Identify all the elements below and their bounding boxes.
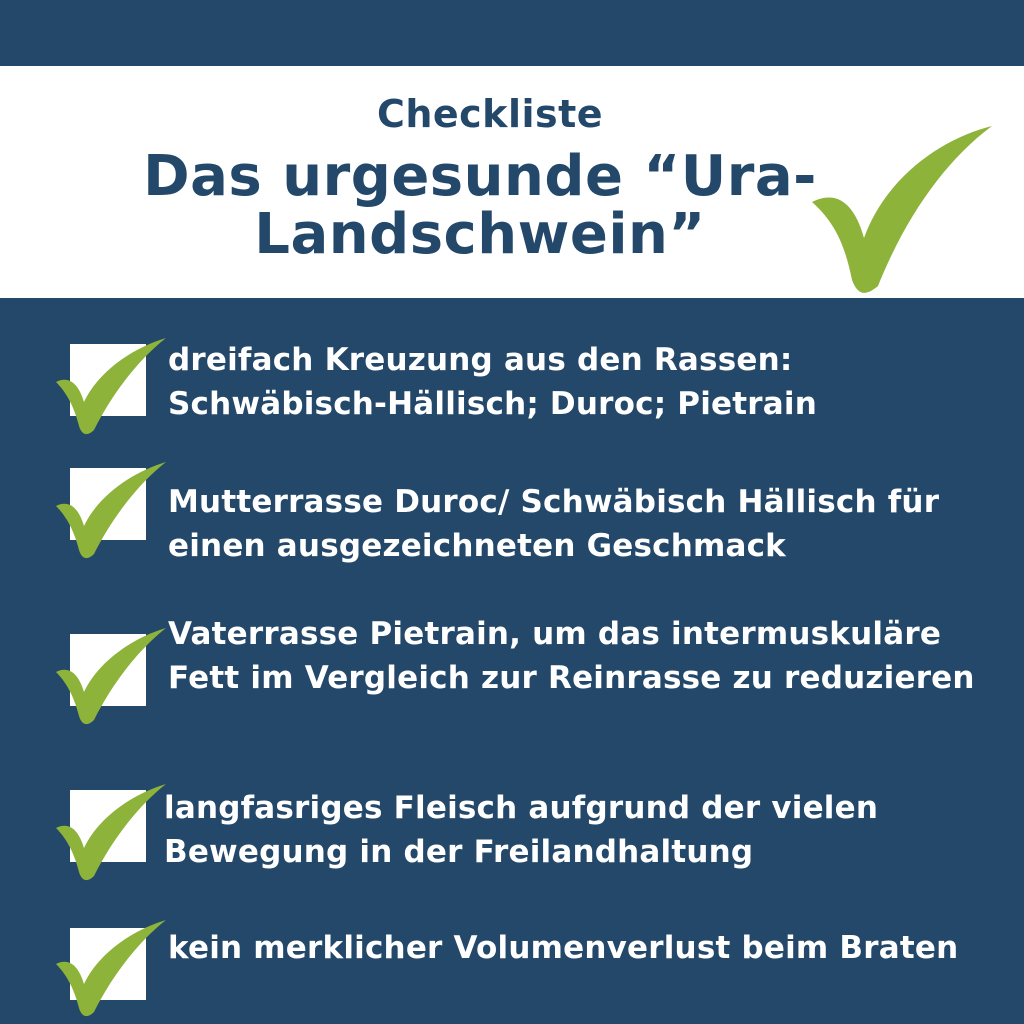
checkbox-checked-icon (52, 460, 172, 560)
list-item-text: langfasriges Fleisch aufgrund der vielen Bewegung in der Freilandhaltung (164, 790, 879, 870)
checkbox-checked-icon (52, 782, 172, 882)
list-item-text: Mutterrasse Duroc/ Schwäbisch Hällisch für einen ausgezeichneten Geschmack (168, 484, 940, 564)
list-item-text: Vaterrasse Pietrain, um das intermuskuläre Fett im Vergleich zur Reinrasse zu reduzieren (168, 616, 975, 696)
list-item-text: kein merklicher Volumenverlust beim Braten (168, 930, 959, 966)
checkbox-checked-icon (52, 918, 172, 1018)
page-title: Das urgesunde “Ura-Landschwein” (143, 144, 817, 267)
subtitle: Checkliste (376, 92, 604, 136)
checkbox-checked-icon (52, 336, 172, 436)
checkbox-checked-icon (52, 626, 172, 726)
list-item-text: dreifach Kreuzung aus den Rassen: Schwäbisch-Hällisch; Duroc; Pietrain (168, 342, 817, 422)
checkmark-icon (806, 120, 1000, 296)
